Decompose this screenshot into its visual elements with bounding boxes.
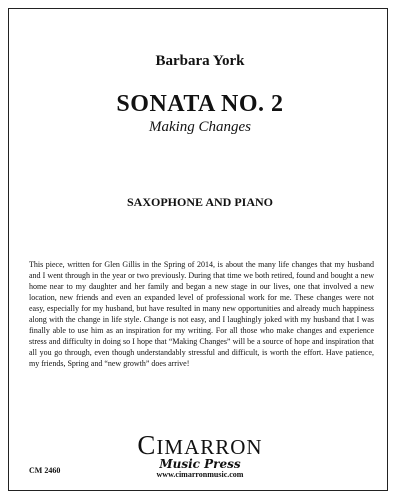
publisher-url: www.cimarronmusic.com [156, 470, 244, 479]
program-note: This piece, written for Glen Gillis in the Spring of 2014, is about the many life changes that my husband and I went through in the year or two previously. During that time we both retired, found and bought a new home near to my daughter and her family and began a new stage in our lives, one that involved a new location, new friends and even an expanded level of professional work for me. These changes were not easy, especially for my husband, but have resulted in many new opportunities and already much happiness along with the change in life style. Change is not easy, and I laughingly joked with my husband that I was finally able to use him as an inspiration for my writing. For all those who make changes and experience stress and difficulty in doing so I hope that “Making Changes” will be a source of hope and inspiration that all you go through, even though understandably stressful and difficult, is worth the effort. Have patience, my friends, Spring and “new growth” does arrive! [29, 260, 374, 368]
piece-subtitle: Making Changes [148, 119, 252, 135]
instrumentation: SAXOPHONE AND PIANO [126, 195, 273, 209]
catalog-number: CM 2460 [29, 466, 61, 475]
page-border [8, 8, 388, 491]
composer-name: Barbara York [155, 53, 245, 69]
publisher-name [0, 430, 400, 460]
publisher-name-rest: IMARRON [156, 435, 263, 459]
publisher-initial: C [137, 430, 157, 460]
piece-title: SONATA NO. 2 [116, 91, 284, 117]
publisher-press: Music Press [159, 457, 241, 471]
